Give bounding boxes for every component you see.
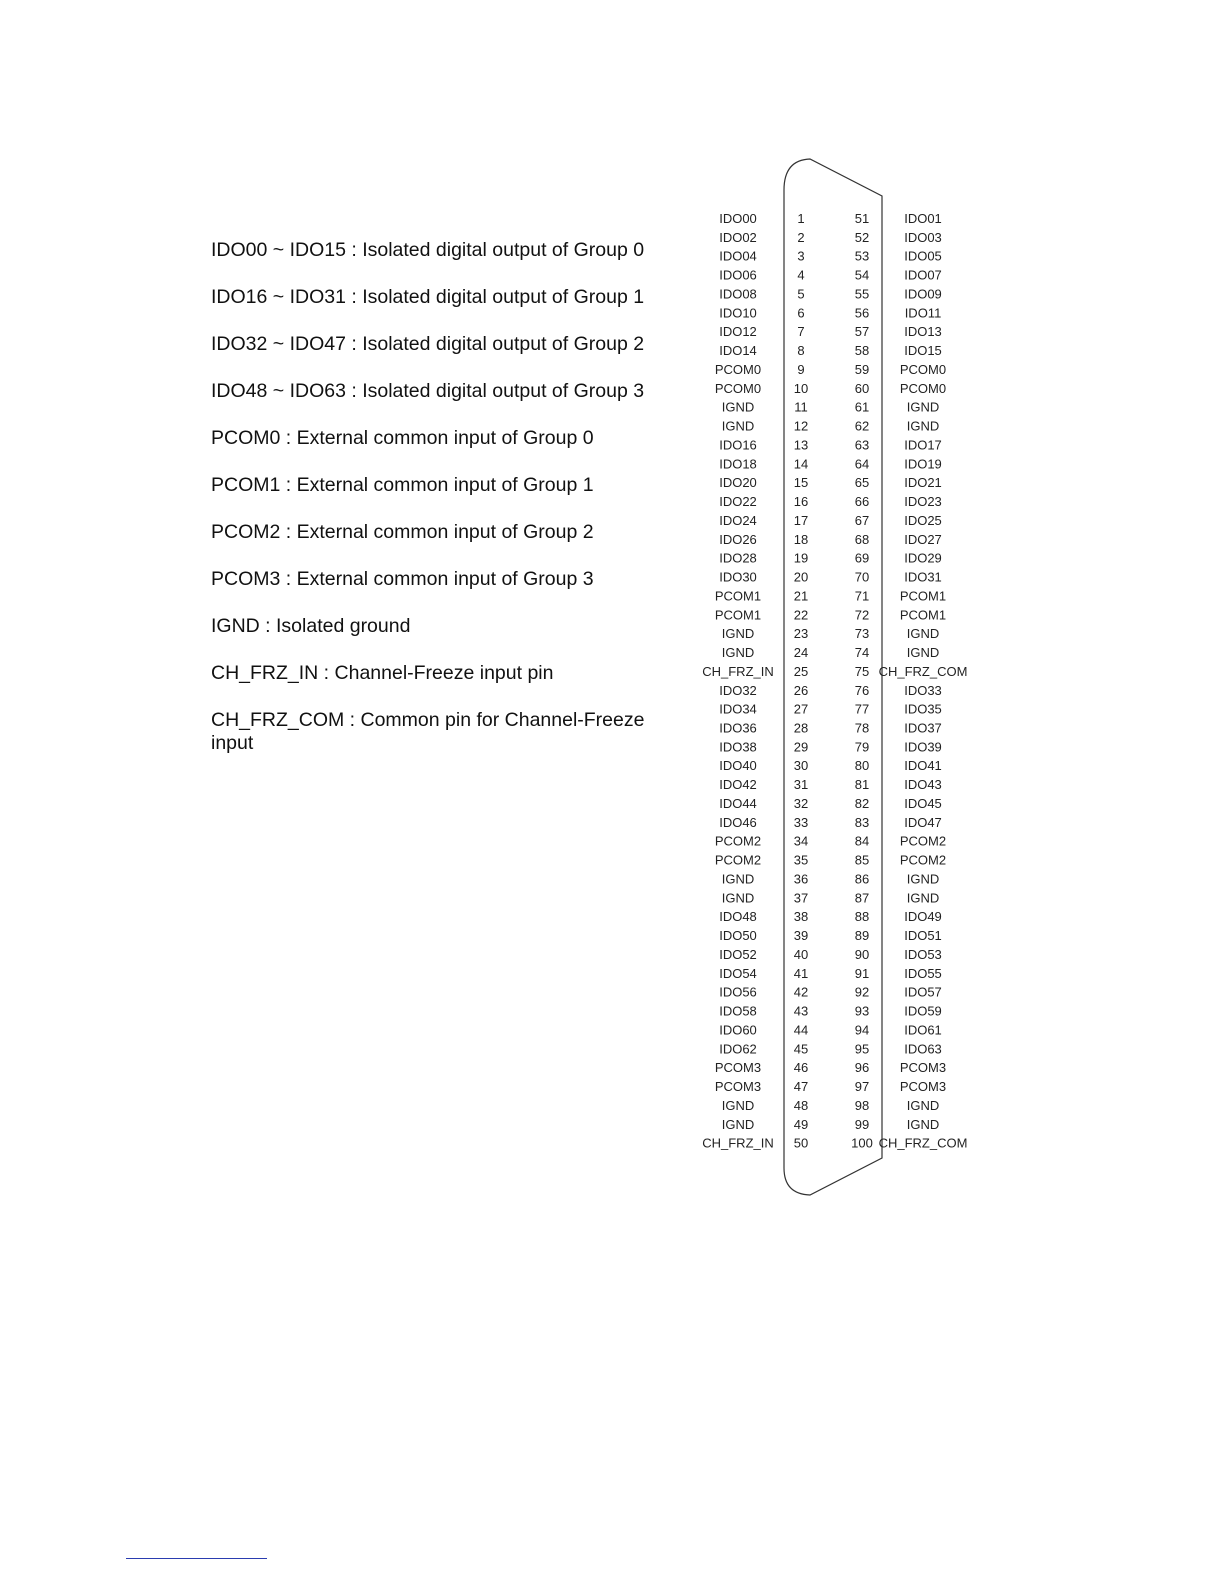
- pin-left-signal: IDO28: [719, 550, 757, 566]
- pin-right-signal: IGND: [906, 871, 940, 887]
- pin-left-signal: IDO22: [719, 494, 757, 510]
- pin-left-number: 3: [797, 248, 805, 264]
- pin-right-signal: IDO41: [904, 758, 942, 774]
- pin-left-number: 28: [793, 720, 809, 736]
- pin-left-number: 25: [793, 663, 809, 679]
- pin-left-number: 30: [793, 758, 809, 774]
- pin-left-signal: PCOM2: [714, 852, 762, 868]
- pin-left-number: 46: [793, 1060, 809, 1076]
- pin-right-number: 92: [854, 984, 870, 1000]
- pin-right-number: 78: [854, 720, 870, 736]
- pin-left-signal: IGND: [721, 890, 755, 906]
- legend-item: PCOM1 : External common input of Group 1: [211, 474, 594, 496]
- pin-left-number: 35: [793, 852, 809, 868]
- pin-right-signal: IDO35: [904, 701, 942, 717]
- pin-right-signal: IDO45: [904, 795, 942, 811]
- pin-right-number: 71: [854, 588, 870, 604]
- pin-right-signal: IDO11: [904, 305, 942, 321]
- pin-left-signal: IDO14: [719, 343, 757, 359]
- pin-right-signal: IDO29: [904, 550, 942, 566]
- pin-left-number: 42: [793, 984, 809, 1000]
- pin-right-number: 95: [854, 1041, 870, 1057]
- pin-left-number: 47: [793, 1079, 809, 1095]
- pin-right-signal: IDO47: [904, 814, 942, 830]
- pin-left-number: 17: [793, 512, 809, 528]
- pin-left-signal: IDO62: [719, 1041, 757, 1057]
- pin-left-signal: IDO42: [719, 777, 757, 793]
- pin-left-number: 26: [793, 682, 809, 698]
- pin-right-number: 52: [854, 229, 870, 245]
- pin-right-number: 56: [854, 305, 870, 321]
- pin-left-signal: IDO44: [719, 795, 757, 811]
- pin-right-number: 54: [854, 267, 870, 283]
- pin-left-number: 12: [793, 418, 809, 434]
- pin-right-signal: IGND: [906, 890, 940, 906]
- pin-right-number: 60: [854, 380, 870, 396]
- legend-item: CH_FRZ_IN : Channel-Freeze input pin: [211, 662, 554, 684]
- pin-right-number: 55: [854, 286, 870, 302]
- pin-left-number: 9: [797, 361, 805, 377]
- pin-right-signal: IDO49: [904, 909, 942, 925]
- pin-left-signal: IGND: [721, 399, 755, 415]
- legend-item: PCOM2 : External common input of Group 2: [211, 521, 594, 543]
- pin-right-signal: IDO55: [904, 965, 942, 981]
- pin-left-number: 44: [793, 1022, 809, 1038]
- pin-left-number: 1: [797, 211, 805, 226]
- pin-left-signal: PCOM3: [714, 1060, 762, 1076]
- pin-left-number: 41: [793, 965, 809, 981]
- pin-left-number: 45: [793, 1041, 809, 1057]
- pin-left-signal: IDO08: [719, 286, 757, 302]
- pin-right-signal: IDO59: [904, 1003, 942, 1019]
- pin-left-signal: IDO18: [719, 456, 757, 472]
- pin-left-signal: IGND: [721, 871, 755, 887]
- legend-item: IDO32 ~ IDO47 : Isolated digital output of Group 2: [211, 333, 645, 355]
- pin-right-number: 87: [854, 890, 870, 906]
- pin-left-number: 48: [793, 1097, 809, 1113]
- pin-left-signal: CH_FRZ_IN: [702, 1135, 774, 1151]
- pin-left-signal: IDO34: [719, 701, 757, 717]
- pin-left-signal: IDO54: [719, 965, 757, 981]
- pin-right-signal: IDO01: [904, 211, 942, 226]
- pin-left-number: 8: [797, 343, 805, 359]
- pin-left-signal: IDO40: [719, 758, 757, 774]
- pin-right-signal: IGND: [906, 1116, 940, 1132]
- pin-right-number: 81: [854, 777, 870, 793]
- pin-right-number: 64: [854, 456, 870, 472]
- pin-left-number: 24: [793, 645, 809, 661]
- pin-right-number: 99: [854, 1116, 870, 1132]
- pin-right-number: 94: [854, 1022, 870, 1038]
- pin-left-number: 18: [793, 531, 809, 547]
- pin-left-number: 50: [793, 1135, 809, 1151]
- pin-left-signal: CH_FRZ_IN: [702, 663, 774, 679]
- pin-left-signal: IDO12: [719, 324, 757, 340]
- pin-left-signal: PCOM1: [714, 607, 762, 623]
- pin-left-number: 19: [793, 550, 809, 566]
- pin-right-signal: PCOM3: [899, 1060, 947, 1076]
- pin-right-signal: IDO33: [904, 682, 942, 698]
- footnote-separator: [126, 1558, 267, 1559]
- pin-left-number: 29: [793, 739, 809, 755]
- pin-right-number: 66: [854, 494, 870, 510]
- pin-right-signal: IDO15: [904, 343, 942, 359]
- pin-right-number: 79: [854, 739, 870, 755]
- pin-left-signal: IGND: [721, 626, 755, 642]
- pin-right-signal: IDO23: [904, 494, 942, 510]
- pin-left-number: 2: [797, 229, 805, 245]
- pin-right-signal: PCOM0: [899, 380, 947, 396]
- pin-right-signal: IDO07: [904, 267, 942, 283]
- pin-right-number: 58: [854, 343, 870, 359]
- pin-right-number: 77: [854, 701, 870, 717]
- pin-right-number: 100: [851, 1135, 873, 1151]
- pin-left-signal: IDO38: [719, 739, 757, 755]
- pin-left-signal: IDO60: [719, 1022, 757, 1038]
- pin-left-signal: IDO10: [719, 305, 757, 321]
- pin-left-number: 32: [793, 795, 809, 811]
- pin-right-number: 57: [854, 324, 870, 340]
- pin-rows: [702, 211, 967, 1151]
- pin-right-number: 68: [854, 531, 870, 547]
- pin-right-signal: IDO51: [904, 928, 942, 944]
- pin-left-signal: IDO50: [719, 928, 757, 944]
- pin-right-signal: PCOM0: [899, 361, 947, 377]
- pin-right-signal: IGND: [906, 645, 940, 661]
- pin-right-number: 90: [854, 946, 870, 962]
- pin-right-number: 59: [854, 361, 870, 377]
- legend-item: CH_FRZ_COM : Common pin for Channel-Freeze input: [211, 709, 645, 754]
- pin-left-number: 7: [797, 324, 805, 340]
- pin-left-signal: IDO04: [719, 248, 757, 264]
- pin-right-number: 89: [854, 928, 870, 944]
- pin-left-number: 23: [793, 626, 809, 642]
- pin-left-signal: PCOM1: [714, 588, 762, 604]
- pin-right-number: 82: [854, 795, 870, 811]
- pin-right-number: 69: [854, 550, 870, 566]
- pin-left-number: 16: [793, 494, 809, 510]
- pin-left-signal: IDO32: [719, 682, 757, 698]
- legend-item: IDO00 ~ IDO15 : Isolated digital output of Group 0: [211, 239, 645, 261]
- pin-right-signal: IDO03: [904, 229, 942, 245]
- pin-right-signal: IDO53: [904, 946, 942, 962]
- pin-right-signal: IGND: [906, 399, 940, 415]
- pin-right-signal: IDO27: [904, 531, 942, 547]
- pin-left-signal: IDO30: [719, 569, 757, 585]
- pin-left-number: 39: [793, 928, 809, 944]
- pin-left-signal: IDO16: [719, 437, 757, 453]
- pin-right-signal: IGND: [906, 626, 940, 642]
- pin-right-number: 76: [854, 682, 870, 698]
- pin-right-number: 73: [854, 626, 870, 642]
- pin-right-signal: CH_FRZ_COM: [878, 1135, 968, 1151]
- pin-right-number: 88: [854, 909, 870, 925]
- pin-right-signal: IDO39: [904, 739, 942, 755]
- pin-right-number: 91: [854, 965, 870, 981]
- pin-right-number: 65: [854, 475, 870, 491]
- pin-left-signal: IDO00: [719, 211, 757, 226]
- legend-item: PCOM0 : External common input of Group 0: [211, 427, 594, 449]
- pin-right-signal: IDO61: [904, 1022, 942, 1038]
- pin-left-number: 6: [797, 305, 805, 321]
- pin-left-number: 34: [793, 833, 809, 849]
- pin-left-signal: IGND: [721, 645, 755, 661]
- pin-right-signal: IDO13: [904, 324, 942, 340]
- pin-left-signal: PCOM0: [714, 380, 762, 396]
- pin-right-number: 84: [854, 833, 870, 849]
- pin-left-number: 37: [793, 890, 809, 906]
- pin-right-number: 70: [854, 569, 870, 585]
- pin-left-number: 10: [793, 380, 809, 396]
- pin-right-number: 86: [854, 871, 870, 887]
- pin-left-number: 43: [793, 1003, 809, 1019]
- pin-right-signal: PCOM2: [899, 833, 947, 849]
- pin-left-signal: IDO46: [719, 814, 757, 830]
- pin-right-signal: PCOM2: [899, 852, 947, 868]
- pin-left-number: 20: [793, 569, 809, 585]
- pin-right-number: 62: [854, 418, 870, 434]
- pin-left-signal: PCOM2: [714, 833, 762, 849]
- pin-right-number: 93: [854, 1003, 870, 1019]
- pin-right-signal: IDO43: [904, 777, 942, 793]
- pin-left-number: 15: [793, 475, 809, 491]
- pin-left-number: 13: [793, 437, 809, 453]
- pin-right-number: 67: [854, 512, 870, 528]
- pin-left-signal: IDO56: [719, 984, 757, 1000]
- pin-right-signal: IGND: [906, 1097, 940, 1113]
- pin-right-number: 80: [854, 758, 870, 774]
- pin-left-signal: IDO06: [719, 267, 757, 283]
- legend-item: PCOM3 : External common input of Group 3: [211, 568, 594, 590]
- pin-right-number: 51: [854, 211, 870, 226]
- pin-left-number: 22: [793, 607, 809, 623]
- pin-left-signal: IDO24: [719, 512, 757, 528]
- pin-right-signal: PCOM1: [899, 588, 947, 604]
- pin-right-signal: CH_FRZ_COM: [878, 663, 968, 679]
- connector-pinout-diagram: [680, 150, 1020, 1210]
- pin-left-signal: IGND: [721, 1097, 755, 1113]
- pin-left-number: 40: [793, 946, 809, 962]
- pin-right-signal: IDO19: [904, 456, 942, 472]
- pin-right-number: 53: [854, 248, 870, 264]
- pin-left-number: 21: [793, 588, 809, 604]
- pin-right-number: 72: [854, 607, 870, 623]
- pin-left-signal: IDO48: [719, 909, 757, 925]
- pin-left-number: 33: [793, 814, 809, 830]
- pin-left-number: 38: [793, 909, 809, 925]
- pin-right-signal: IDO09: [904, 286, 942, 302]
- pin-right-number: 74: [854, 645, 870, 661]
- pin-left-signal: PCOM0: [714, 361, 762, 377]
- pin-right-number: 85: [854, 852, 870, 868]
- pin-left-number: 4: [797, 267, 805, 283]
- pin-left-number: 11: [794, 399, 808, 415]
- pin-right-signal: IDO37: [904, 720, 942, 736]
- pin-left-number: 27: [793, 701, 809, 717]
- pin-left-signal: IDO58: [719, 1003, 757, 1019]
- pin-right-signal: IGND: [906, 418, 940, 434]
- pin-left-signal: IGND: [721, 1116, 755, 1132]
- pin-right-number: 97: [854, 1079, 870, 1095]
- legend-item: IDO16 ~ IDO31 : Isolated digital output of Group 1: [211, 286, 645, 308]
- pin-right-number: 83: [854, 814, 870, 830]
- pin-left-number: 5: [797, 286, 805, 302]
- pin-left-number: 14: [793, 456, 809, 472]
- pin-right-signal: IDO31: [904, 569, 942, 585]
- pin-right-signal: PCOM1: [899, 607, 947, 623]
- pin-right-signal: PCOM3: [899, 1079, 947, 1095]
- pin-left-signal: IDO52: [719, 946, 757, 962]
- pin-right-signal: IDO21: [904, 475, 942, 491]
- pin-left-signal: IDO02: [719, 229, 757, 245]
- pin-right-signal: IDO05: [904, 248, 942, 264]
- pin-right-number: 98: [854, 1097, 870, 1113]
- pin-right-number: 96: [854, 1060, 870, 1076]
- pin-left-signal: IDO36: [719, 720, 757, 736]
- pin-left-signal: IDO20: [719, 475, 757, 491]
- pin-right-signal: IDO17: [904, 437, 942, 453]
- legend-item: IDO48 ~ IDO63 : Isolated digital output of Group 3: [211, 380, 645, 402]
- pin-left-number: 36: [793, 871, 809, 887]
- pin-left-signal: IGND: [721, 418, 755, 434]
- pin-left-signal: IDO26: [719, 531, 757, 547]
- pin-right-number: 75: [854, 663, 870, 679]
- pin-right-signal: IDO63: [904, 1041, 942, 1057]
- legend-item: IGND : Isolated ground: [211, 615, 411, 637]
- pin-left-signal: PCOM3: [714, 1079, 762, 1095]
- pin-right-number: 63: [854, 437, 870, 453]
- pin-right-signal: IDO57: [904, 984, 942, 1000]
- pin-right-signal: IDO25: [904, 512, 942, 528]
- pin-left-number: 31: [793, 777, 809, 793]
- pin-left-number: 49: [793, 1116, 809, 1132]
- pin-right-number: 61: [854, 399, 870, 415]
